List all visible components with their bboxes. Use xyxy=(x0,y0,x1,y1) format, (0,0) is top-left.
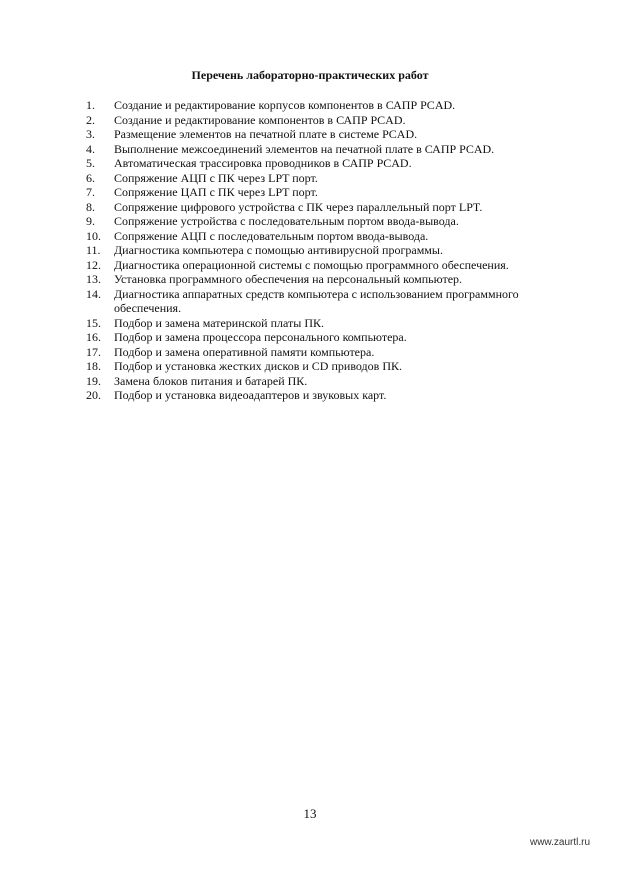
item-number: 3. xyxy=(86,127,95,141)
item-text: Сопряжение ЦАП с ПК через LPT порт. xyxy=(114,185,318,199)
item-number: 4. xyxy=(86,141,95,156)
item-text: Автоматическая трассировка проводников в САПР PCAD. xyxy=(114,156,412,170)
item-number: 12. xyxy=(86,257,101,272)
list-item xyxy=(86,272,576,287)
item-number: 1. xyxy=(86,98,95,112)
list-item xyxy=(86,171,576,186)
item-text: Подбор и установка видеоадаптеров и звуковых карт. xyxy=(114,388,387,402)
work-list xyxy=(86,98,576,403)
item-text: Подбор и замена материнской платы ПК. xyxy=(114,315,324,330)
list-item xyxy=(86,185,576,200)
item-number: 2. xyxy=(86,112,95,127)
item-text: Подбор и установка жестких дисков и CD приводов ПК. xyxy=(114,359,402,373)
item-text: Диагностика операционной системы с помощью программного обеспечения. xyxy=(114,257,509,272)
item-number: 6. xyxy=(86,170,95,185)
item-text: Сопряжение цифрового устройства с ПК через параллельный порт LPT. xyxy=(114,199,483,214)
list-item xyxy=(86,127,576,142)
item-text: Создание и редактирование корпусов компонентов в САПР PCAD. xyxy=(114,98,456,112)
item-number: 8. xyxy=(86,199,95,214)
item-text: Размещение элементов на печатной плате в системе PCAD. xyxy=(114,127,418,141)
list-item xyxy=(86,142,576,157)
list-item xyxy=(86,359,576,374)
item-number: 11. xyxy=(86,243,101,257)
list-item xyxy=(86,200,576,215)
item-number: 17. xyxy=(86,344,101,359)
item-number: 13. xyxy=(86,272,101,286)
list-item xyxy=(86,330,576,345)
item-number: 18. xyxy=(86,359,101,373)
item-text: Замена блоков питания и батарей ПК. xyxy=(114,373,308,388)
item-number: 5. xyxy=(86,156,95,170)
item-text: Диагностика компьютера с помощью антивирусной программы. xyxy=(114,243,443,257)
item-text: Сопряжение АЦП с ПК через LPT порт. xyxy=(114,170,318,185)
list-item xyxy=(86,345,576,360)
item-text: Установка программного обеспечения на персональный компьютер. xyxy=(114,272,463,286)
item-text: Сопряжение АЦП с последовательным портом ввода-вывода. xyxy=(114,228,429,243)
list-item xyxy=(86,156,576,171)
item-number: 15. xyxy=(86,315,101,330)
item-number: 10. xyxy=(86,228,101,243)
list-item xyxy=(86,229,576,244)
list-item xyxy=(86,243,576,258)
item-text: Выполнение межсоединений элементов на печатной плате в САПР PCAD. xyxy=(114,141,495,156)
item-text: Подбор и замена процессора персонального компьютера. xyxy=(114,330,407,344)
list-item xyxy=(86,287,576,316)
item-number: 16. xyxy=(86,330,101,344)
list-item xyxy=(86,316,576,331)
site-watermark: www.zaurtl.ru xyxy=(529,837,590,848)
item-text: Создание и редактирование компонентов в САПР PCAD. xyxy=(114,112,406,127)
item-number: 19. xyxy=(86,373,101,388)
list-item xyxy=(86,214,576,229)
item-text: Диагностика аппаратных средств компьютера с использованием программного обеспечения. xyxy=(114,286,519,315)
list-item xyxy=(86,258,576,273)
item-number: 20. xyxy=(86,388,101,402)
item-text: Сопряжение устройства с последовательным портом ввода-вывода. xyxy=(114,214,459,228)
item-number: 9. xyxy=(86,214,95,228)
list-item xyxy=(86,113,576,128)
item-number: 14. xyxy=(86,286,101,301)
item-number: 7. xyxy=(86,185,95,199)
list-item xyxy=(86,374,576,389)
item-text: Подбор и замена оперативной памяти компьютера. xyxy=(114,344,375,359)
list-item xyxy=(86,98,576,113)
list-item xyxy=(86,388,576,403)
page-number: 13 xyxy=(303,806,317,821)
document-title: Перечень лабораторно-практических работ xyxy=(191,68,429,82)
